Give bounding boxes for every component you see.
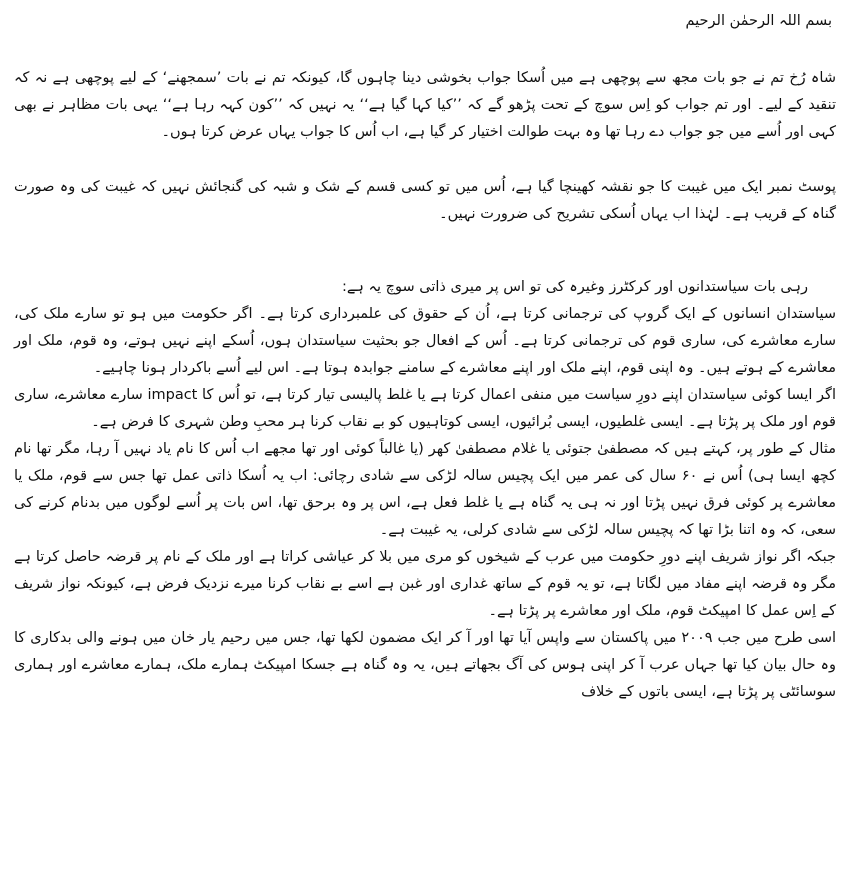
paragraph-post-one: پوسٹ نمبر ایک میں غیبت کا جو نقشہ کھینچا گیا ہے، اُس میں تو کسی قسم کے شک و شبہ کی گنجائش نہیں کہ غیبت کی وہ صورت گناہ کے قریب ہے۔ لہٰذا اب یہاں اُسکی تشریح کی ضرورت نہیں۔ xyxy=(14,179,836,222)
paragraph-politician-role: سیاستدان انسانوں کے ایک گروپ کی ترجمانی کرتا ہے، اُن کے حقوق کی علمبرداری کرتا ہے۔ اگر حکومت میں ہو تو سارے ملک کی، سارے معاشرے کی، ساری قوم کی ترجمانی کرتا ہے۔ اُس کے افعال جو بحثیت سیاستدان ہوں، اُسکے اپنے نہیں ہوتے، وہ قوم، ملک اور معاشرے کے ہوتے ہیں۔ وہ اپنی قوم، اپنے ملک اور اپنے معاشرے کے سامنے جوابدہ ہوتا ہے۔ اس لیے اُسے باکردار ہونا چاہیے۔ xyxy=(14,306,836,376)
paragraph-politicians-intro: رہی بات سیاستدانوں اور کرکٹرز وغیرہ کی تو اس پر میری ذاتی سوچ یہ ہے: xyxy=(342,279,808,295)
paragraph-example: مثال کے طور پر، کہتے ہیں کہ مصطفیٰ جتوئی یا غلام مصطفیٰ کھر (یا غالباً کوئی اور تھا مجھے اب اُس کا نام یاد نہیں آ رہا، مگر تھا نام کچھ ایسا ہی) اُس نے ۶۰ سال کی عمر میں ایک پچیس سالہ لڑکی سے شادی رچائی: اب یہ اُسکا ذاتی عمل تھا جس سے قوم، ملک یا معاشرے پر کوئی فرق نہیں پڑتا اور نہ ہی یہ گناہ ہے یا غلط فعل ہے، اس پر وہ برحق تھا، اس بات پر اُسے لوگوں میں بدنام کرنے کی سعی، کہ وہ اتنا بڑا تھا کہ پچیس سالہ لڑکی سے شادی کرلی، یہ غیبت ہے۔ xyxy=(14,441,836,538)
paragraph-negative-actions: اگر ایسا کوئی سیاستدان اپنے دورِ سیاست میں منفی اعمال کرتا ہے یا غلط پالیسی تیار کرتا ہے، تو اُس کا impact سارے معاشرے، ساری قوم اور ملک پر پڑتا ہے۔ ایسی غلطیوں، ایسی بُرائیوں، ایسی کوتاہیوں کو بے نقاب کرنا ہر محبِ وطن شہری کا فرض ہے۔ xyxy=(14,387,836,430)
paragraph-rahim-yar-khan: اسی طرح میں جب ۲۰۰۹ میں پاکستان سے واپس آیا تھا اور آ کر ایک مضمون لکھا تھا، جس میں رحیم یار خان میں ہونے والی بدکاری کا وہ حال بیان کیا تھا جہاں عرب آ کر اپنی ہوس کی آگ بجھاتے ہیں، یہ وہ گناہ ہے جسکا امپیکٹ ہمارے ملک، ہمارے معاشرے اور ہماری سوسائٹی پر پڑتا ہے، ایسی باتوں کے خلاف xyxy=(14,630,836,700)
bismillah-heading: بسم اللہ الرحمٰن الرحیم xyxy=(685,13,832,29)
paragraph-intro: شاہ رُخ تم نے جو بات مجھ سے پوچھی ہے میں اُسکا جواب بخوشی دینا چاہوں گا، کیونکہ تم نے بات ’سمجھنے‘ کے لیے پوچھی ہے نہ کہ تنقید کے لیے۔ اور تم جواب کو اِس سوچ کے تحت پڑھو گے کہ ’’کیا کہا گیا ہے‘‘ یہ نہیں کہ ’’کون کہہ رہا ہے‘‘ یہی بات مظاہر نے بھی کہی اور اُسے میں جو جواب دے رہا تھا وہ بہت طوالت اختیار کر گیا ہے، اب اُس کا جواب یہاں عرض کرتا ہوں۔ xyxy=(14,70,836,140)
paragraph-nawaz-sharif: جبکہ اگر نواز شریف اپنے دورِ حکومت میں عرب کے شیخوں کو مری میں بلا کر عیاشی کراتا ہے اور ملک کے نام پر قرضہ حاصل کرتا ہے مگر وہ قرضہ اپنے مفاد میں لگاتا ہے، تو یہ قوم کے ساتھ غداری اور غبن ہے اسے بے نقاب کرنا میرے نزدیک فرض ہے، کیونکہ نواز شریف کے اِس عمل کا امپیکٹ قوم، ملک اور معاشرے پر پڑتا ہے۔ xyxy=(14,549,836,619)
